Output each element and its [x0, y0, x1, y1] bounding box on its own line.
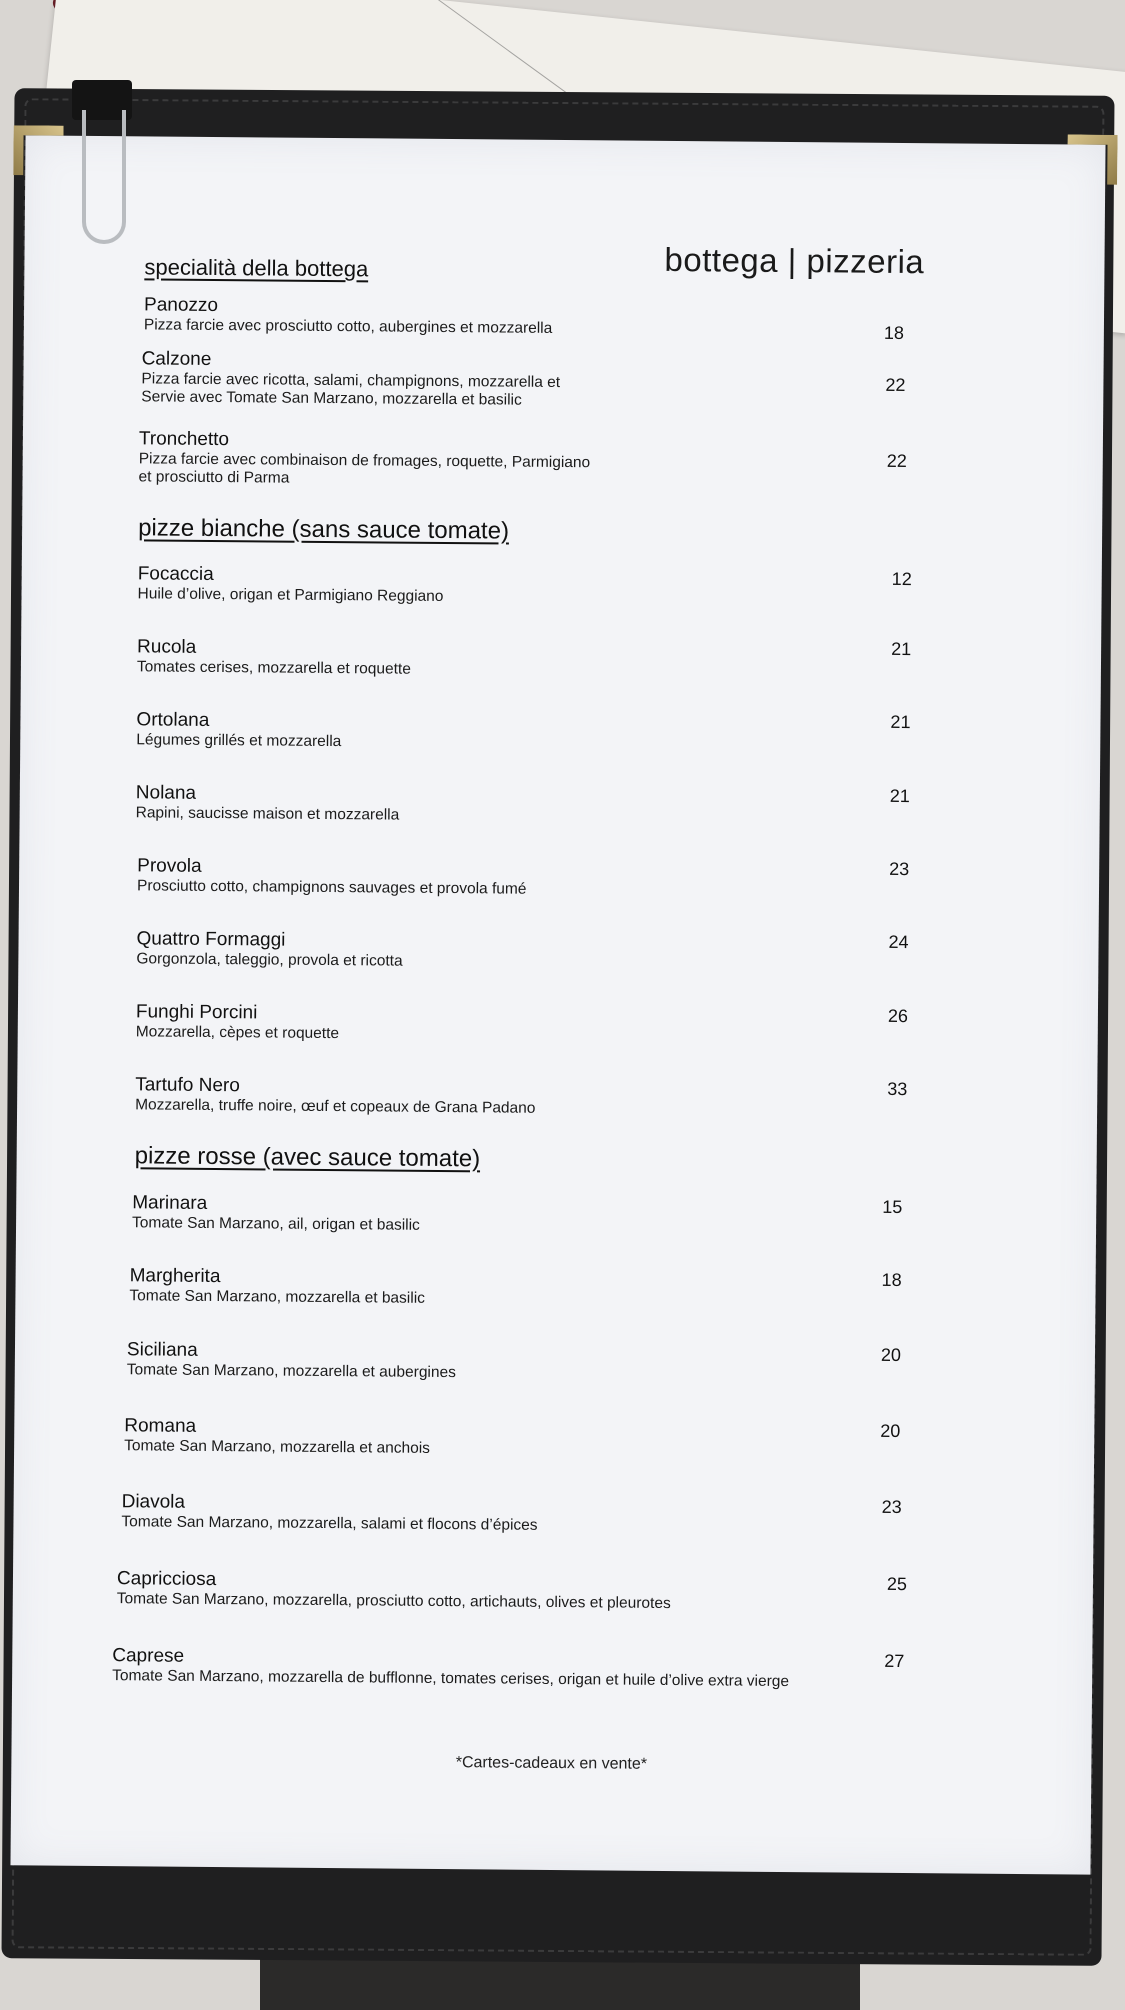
menu-item	[129, 1265, 989, 1313]
item-price: 33	[887, 1078, 908, 1100]
item-price: 18	[881, 1269, 902, 1291]
item-name: Quattro Formaggi	[136, 928, 286, 951]
item-description: Gorgonzola, taleggio, provola et ricotta	[136, 950, 403, 970]
item-description: Tomate San Marzano, mozzarella et aubergines	[126, 1361, 456, 1382]
menu-item	[136, 928, 996, 976]
item-name: Provola	[137, 855, 202, 877]
item-price: 15	[882, 1196, 903, 1218]
item-name: Focaccia	[137, 563, 214, 585]
item-price: 23	[889, 858, 910, 880]
item-name: Panozzo	[144, 294, 219, 317]
menu-item	[136, 1001, 996, 1049]
item-price: 21	[891, 638, 912, 660]
item-price: 22	[885, 374, 906, 396]
item-name: Funghi Porcini	[135, 1001, 258, 1024]
item-description: Tomate San Marzano, mozzarella, prosciutto cotto, artichauts, olives et pleurotes	[116, 1590, 671, 1613]
item-name: Nolana	[135, 782, 197, 804]
item-description: Pizza farcie avec combinaison de fromages, roquette, Parmigiano et prosciutto di Parma	[138, 450, 591, 487]
item-description: Mozzarella, truffe noire, œuf et copeaux de Grana Padano	[135, 1096, 536, 1117]
section-title: specialità della bottega	[144, 254, 369, 282]
item-description: Tomates cerises, mozzarella et roquette	[136, 658, 411, 678]
item-price: 18	[883, 322, 904, 343]
item-name: Romana	[124, 1415, 197, 1437]
menu-item	[141, 348, 1001, 414]
item-price: 21	[890, 711, 911, 733]
corner-protector	[13, 125, 63, 175]
item-description: Tomate San Marzano, mozzarella et anchois	[124, 1437, 431, 1457]
item-price: 27	[884, 1650, 905, 1672]
item-price: 21	[889, 785, 910, 807]
menu-item	[132, 1192, 992, 1240]
item-price: 20	[880, 1344, 902, 1366]
item-name: Margherita	[129, 1265, 221, 1288]
item-name: Ortolana	[136, 709, 210, 731]
menu-page	[10, 135, 1105, 1874]
menu-item	[117, 1568, 977, 1616]
item-price: 23	[881, 1496, 902, 1518]
item-description: Prosciutto cotto, champignons sauvages et provola fumé	[136, 877, 527, 898]
menu-item	[124, 1415, 984, 1463]
item-name: Capricciosa	[116, 1568, 217, 1591]
menu-item	[112, 1645, 1012, 1693]
item-price: 20	[880, 1420, 901, 1442]
menu-item	[137, 563, 997, 611]
item-price: 24	[888, 931, 909, 953]
menu-item	[121, 1491, 981, 1539]
item-description: Rapini, saucisse maison et mozzarella	[135, 804, 400, 824]
item-description: Mozzarella, cèpes et roquette	[135, 1023, 340, 1043]
menu-item	[139, 428, 999, 494]
item-description: Pizza farcie avec ricotta, salami, champignons, mozzarella et Servie avec Tomate San Marzano, mozzarella et basilic	[141, 370, 561, 409]
menu-item	[137, 855, 997, 903]
item-name: Caprese	[112, 1645, 185, 1667]
section-title: pizze rosse (avec sauce tomate)	[134, 1142, 481, 1173]
item-name: Diavola	[121, 1491, 186, 1513]
item-price: 12	[891, 568, 912, 590]
item-name: Siciliana	[126, 1339, 198, 1361]
item-price: 22	[886, 450, 907, 472]
item-description: Huile d’olive, origan et Parmigiano Reggiano	[137, 585, 444, 605]
item-description: Légumes grillés et mozzarella	[136, 731, 342, 751]
menu-item	[136, 709, 996, 757]
menu-item	[135, 1074, 995, 1122]
corner-protector	[1067, 134, 1117, 184]
menu-item	[137, 636, 997, 684]
item-description: Tomate San Marzano, mozzarella, salami et flocons d’épices	[121, 1513, 538, 1534]
item-name: Tronchetto	[138, 428, 230, 451]
item-description: Tomate San Marzano, mozzarella de bufflonne, tomates cerises, origan et huile d’olive extra vierge	[112, 1667, 790, 1691]
item-name: Marinara	[132, 1192, 208, 1214]
item-price: 26	[887, 1005, 909, 1027]
item-name: Tartufo Nero	[135, 1074, 240, 1097]
menu-item	[144, 294, 1004, 342]
item-name: Rucola	[137, 636, 197, 658]
item-description: Pizza farcie avec prosciutto cotto, aubergines et mozzarella	[143, 316, 553, 337]
item-name: Calzone	[141, 348, 212, 370]
menu-item	[127, 1339, 987, 1387]
section-title: pizze bianche (sans sauce tomate)	[138, 514, 510, 545]
gift-card-note: *Cartes-cadeaux en vente*	[455, 1754, 648, 1773]
binder-clip-icon	[72, 80, 132, 250]
item-price: 25	[886, 1573, 908, 1595]
item-description: Tomate San Marzano, ail, origan et basilic	[132, 1214, 420, 1234]
menu-item	[136, 782, 996, 830]
brand-title: bottega | pizzeria	[664, 240, 925, 281]
item-description: Tomate San Marzano, mozzarella et basilic	[129, 1287, 426, 1307]
